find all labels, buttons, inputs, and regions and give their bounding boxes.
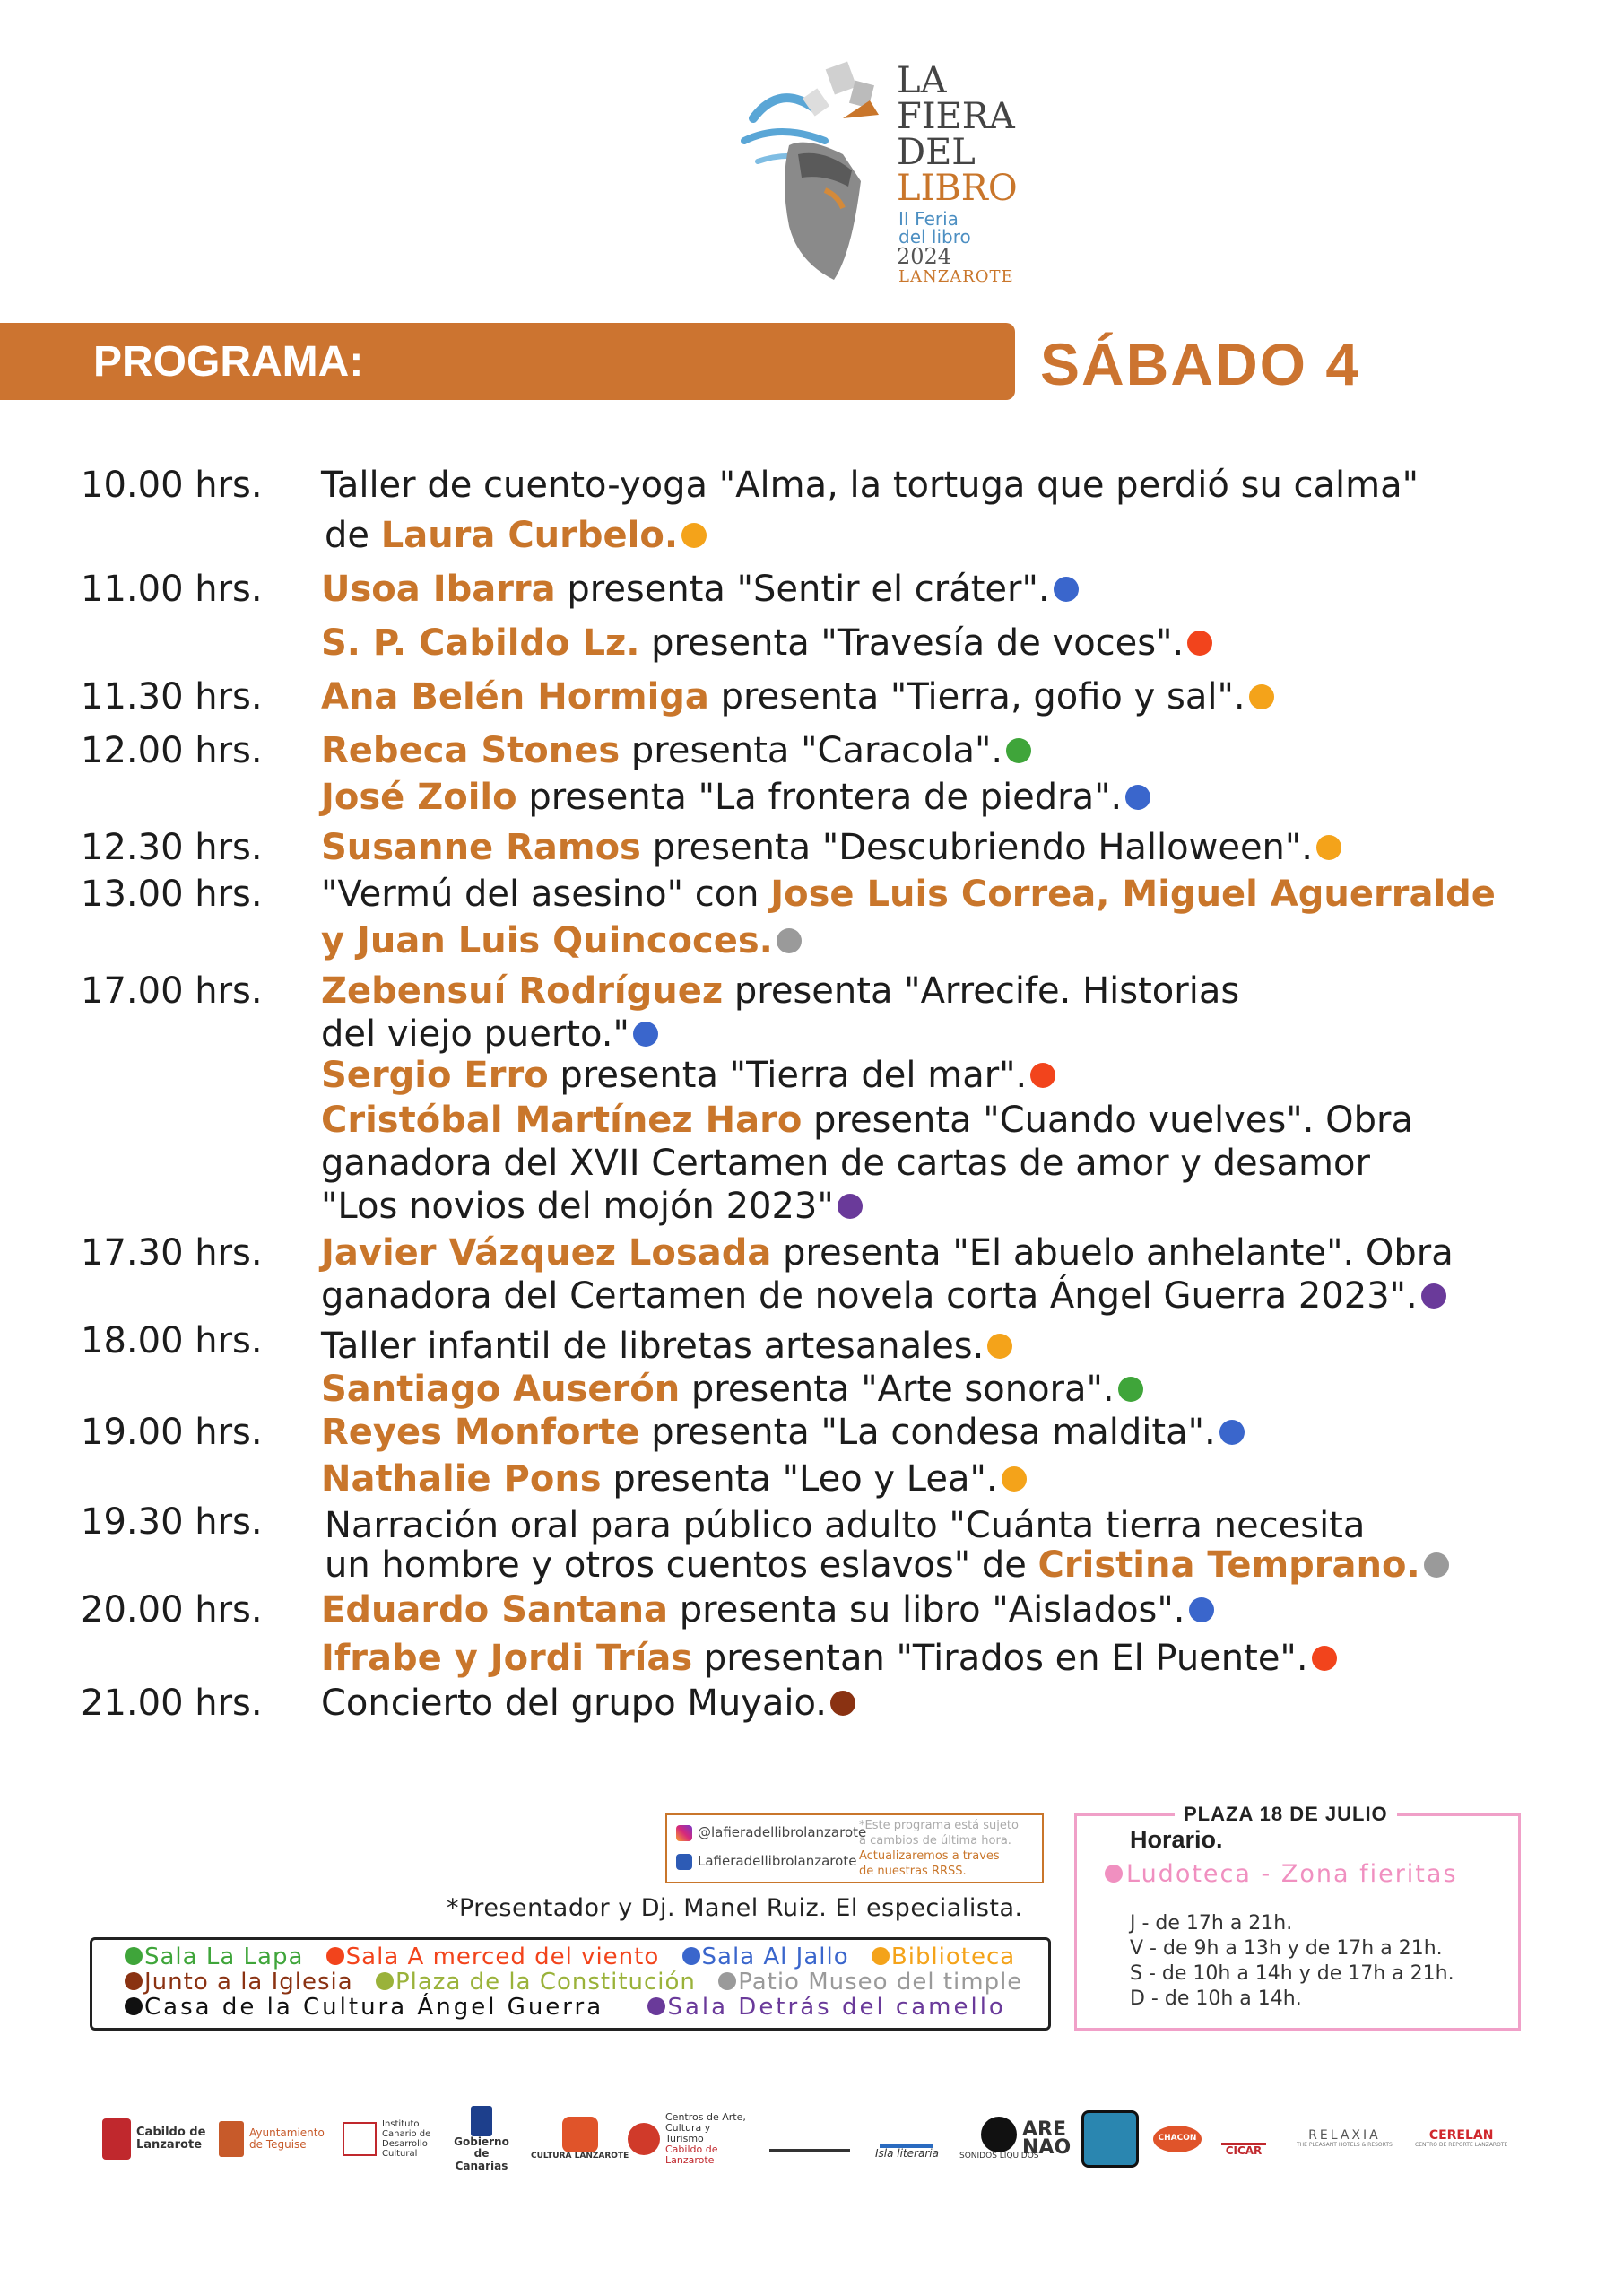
sponsor-label: RELAXIA xyxy=(1308,2128,1381,2143)
author-name: Zebensuí Rodríguez xyxy=(321,970,724,1012)
venue-dot-jallo xyxy=(1219,1420,1245,1445)
facebook-icon xyxy=(676,1854,692,1870)
time-1200: 12.00 hrs. xyxy=(81,730,263,771)
author-name: Rebeca Stones xyxy=(321,730,621,771)
event-text: Narración oral para público adulto "Cuánta tierra necesita xyxy=(325,1505,1366,1546)
author-name: Susanne Ramos xyxy=(321,827,641,868)
event-line xyxy=(321,1638,1337,1679)
isla-logo-icon xyxy=(880,2118,933,2148)
author-name: Usoa Ibarra xyxy=(321,569,556,610)
venue-dot-lapa xyxy=(1006,738,1031,763)
venue-dot-camello xyxy=(838,1194,863,1219)
event-text: presenta "El abuelo anhelante". Obra xyxy=(771,1232,1454,1274)
venue-dot-patio xyxy=(777,928,802,953)
author-name: Ifrabe y Jordi Trías xyxy=(321,1638,693,1679)
time-1130: 11.30 hrs. xyxy=(81,676,263,718)
legend-item: Sala Detrás del camello xyxy=(667,1994,1006,2021)
event-text: presentan "Tirados en El Puente". xyxy=(692,1638,1308,1679)
event-text: ganadora del XVII Certamen de cartas de amor y desamor xyxy=(321,1143,1370,1184)
event-line xyxy=(321,1055,1055,1096)
notice-line: *Este programa está sujeto xyxy=(859,1819,1019,1832)
venue-dot-jallo xyxy=(1189,1597,1214,1622)
venue-dot-biblioteca xyxy=(681,523,707,548)
event-text: de xyxy=(325,515,381,556)
sonidos-logo-icon xyxy=(981,2117,1017,2152)
time-1800: 18.00 hrs. xyxy=(81,1320,263,1361)
legend-dot xyxy=(125,1972,143,1990)
event-line xyxy=(321,1683,855,1724)
sponsor-museo xyxy=(1081,2099,1139,2179)
author-name: Laura Curbelo. xyxy=(380,515,679,556)
time-1230: 12.30 hrs. xyxy=(81,827,263,868)
sponsor-arenao xyxy=(1022,2099,1076,2179)
day-title: SÁBADO 4 xyxy=(1040,331,1361,397)
sponsor-cicar xyxy=(1221,2099,1266,2179)
sponsor-label: CICAR xyxy=(1225,2144,1263,2157)
notice-line: de nuestras RRSS. xyxy=(859,1865,967,1878)
notice-line: Actualizaremos a traves xyxy=(859,1849,1000,1863)
event-line xyxy=(325,515,707,556)
venue-dot-biblioteca xyxy=(1316,835,1341,860)
centros-name: Centros de Arte, Cultura y Turismo xyxy=(665,2110,746,2144)
sponsor-isla xyxy=(875,2099,939,2179)
venue-dot-camello xyxy=(1421,1283,1446,1309)
event-text: presenta "Travesía de voces". xyxy=(639,622,1185,664)
time-1730: 17.30 hrs. xyxy=(81,1232,263,1274)
legend-dot xyxy=(125,1947,143,1965)
sponsor-strip xyxy=(90,2099,1533,2179)
venue-dot-merced xyxy=(1312,1646,1337,1671)
author-name: Cristóbal Martínez Haro xyxy=(321,1100,803,1141)
sponsor-gobierno xyxy=(450,2099,513,2179)
teguise-shield-icon xyxy=(219,2121,244,2157)
venue-dot-jallo xyxy=(633,1022,658,1047)
legend-dot xyxy=(682,1947,700,1965)
sponsor-cerelan xyxy=(1415,2099,1507,2179)
event-line xyxy=(321,1275,1446,1317)
social-box xyxy=(665,1813,1044,1883)
event-text: presenta "Cuando vuelves". Obra xyxy=(802,1100,1413,1141)
event-line xyxy=(321,1589,1214,1631)
time-2000: 20.00 hrs. xyxy=(81,1589,263,1631)
sponsor-chacon xyxy=(1153,2099,1202,2179)
venue-dot-iglesia xyxy=(830,1691,855,1716)
event-line xyxy=(321,1458,1027,1500)
legend-row xyxy=(125,1944,1015,1970)
event-text: presenta "Tierra, gofio y sal". xyxy=(708,676,1245,718)
event-text: presenta su libro "Aislados". xyxy=(668,1589,1185,1631)
event-line xyxy=(321,920,802,961)
instagram-line[interactable] xyxy=(676,1824,866,1841)
horario-zone xyxy=(1105,1860,1458,1888)
event-text: ganadora del Certamen de novela corta Ángel Guerra 2023". xyxy=(321,1275,1418,1317)
event-text: Concierto del grupo Muyaio. xyxy=(321,1683,828,1724)
zone-dot xyxy=(1105,1865,1123,1883)
venue-dot-biblioteca xyxy=(1002,1466,1027,1492)
venue-dot-jallo xyxy=(1054,577,1079,602)
sponsor-icdc xyxy=(343,2099,436,2179)
event-text: Taller de cuento-yoga "Alma, la tortuga que perdió su calma" xyxy=(321,465,1419,506)
event-line xyxy=(321,465,1419,506)
time-1100: 11.00 hrs. xyxy=(81,569,263,610)
author-name: Reyes Monforte xyxy=(321,1412,640,1453)
event-text: presenta "La condesa maldita". xyxy=(639,1412,1216,1453)
horario-v: V - de 9h a 13h y de 17h a 21h. xyxy=(1130,1937,1443,1960)
cabildo-shield-icon xyxy=(102,2118,131,2160)
horario-j: J - de 17h a 21h. xyxy=(1130,1912,1293,1935)
venue-dot-jallo xyxy=(1125,785,1150,810)
event-text: presenta "Leo y Lea". xyxy=(601,1458,998,1500)
author-name: y Juan Luis Quincoces. xyxy=(321,920,773,961)
logo-word-fiera: FIERA xyxy=(897,96,1015,137)
sponsor-teguise xyxy=(219,2099,330,2179)
sponsor-label: SONIDOS LÍQUIDOS xyxy=(959,2152,1039,2161)
sponsor-editorial xyxy=(769,2099,850,2179)
sponsor-label: Instituto Canario de Desarrollo Cultural xyxy=(382,2119,431,2159)
museo-logo-icon xyxy=(1081,2110,1139,2168)
logo-word-la: LA xyxy=(897,60,947,101)
logo-del-libro: del libro xyxy=(898,226,971,248)
time-1000: 10.00 hrs. xyxy=(81,465,263,506)
time-1900: 19.00 hrs. xyxy=(81,1412,263,1453)
logo-place: LANZAROTE xyxy=(898,267,1014,286)
sponsor-sub: CENTRO DE REPORTE LANZAROTE xyxy=(1415,2142,1508,2149)
centros-sub: Cabildo de Lanzarote xyxy=(665,2144,718,2167)
legend-item: Biblioteca xyxy=(890,1944,1016,1970)
event-text: presenta "Arte sonora". xyxy=(680,1369,1115,1410)
legend-dot xyxy=(647,1997,665,2015)
event-line xyxy=(321,730,1031,771)
horario-heading: Horario. xyxy=(1130,1826,1223,1853)
author-name: Jose Luis Correa, Miguel Aguerralde xyxy=(770,874,1496,915)
venue-dot-biblioteca xyxy=(1249,684,1274,709)
legend-dot xyxy=(718,1972,736,1990)
author-name: S. P. Cabildo Lz. xyxy=(321,622,640,664)
event-text: presenta "Sentir el cráter". xyxy=(555,569,1050,610)
sponsor-label: Ayuntamiento de Teguise xyxy=(249,2126,325,2151)
sponsor-sub: THE PLEASANT HOTELS & RESORTS xyxy=(1297,2142,1393,2149)
logo-year: 2024 xyxy=(897,244,952,269)
logo-feria: II Feria xyxy=(898,208,959,230)
horario-location: PLAZA 18 DE JULIO xyxy=(1175,1803,1397,1826)
event-line xyxy=(321,622,1212,664)
sponsor-label: CHACON xyxy=(1153,2126,1202,2152)
venue-dot-patio xyxy=(1424,1552,1449,1578)
author-name: Santiago Auserón xyxy=(321,1369,681,1410)
author-name: José Zoilo xyxy=(321,777,517,818)
author-name: Nathalie Pons xyxy=(321,1458,602,1500)
mask-book-logo-icon xyxy=(735,56,897,280)
legend-item: Sala Al Jallo xyxy=(701,1944,849,1970)
horario-s: S - de 10h a 14h y de 17h a 21h. xyxy=(1130,1962,1454,1985)
sponsor-label: CULTURA LANZAROTE xyxy=(531,2152,629,2161)
legend-dot xyxy=(376,1972,394,1990)
event-line xyxy=(321,1326,1012,1367)
time-1930: 19.30 hrs. xyxy=(81,1501,263,1543)
legend-item: Patio Museo del timple xyxy=(738,1969,1023,1996)
sponsor-label: Cabildo de Lanzarote xyxy=(136,2125,206,2152)
legend-row xyxy=(125,1969,1022,1996)
notice-line: a cambios de última hora. xyxy=(859,1834,1011,1848)
time-1700: 17.00 hrs. xyxy=(81,970,263,1012)
event-line xyxy=(321,1232,1454,1274)
event-line xyxy=(321,777,1150,818)
event-line xyxy=(321,1100,1413,1141)
sponsor-label xyxy=(665,2112,751,2166)
venue-legend xyxy=(90,1937,1051,2031)
event-text: "Los novios del mojón 2023" xyxy=(321,1186,834,1227)
gobierno-shield-icon xyxy=(471,2106,492,2136)
event-line xyxy=(321,1369,1143,1410)
sponsor-relaxia xyxy=(1297,2099,1393,2179)
author-name: Javier Vázquez Losada xyxy=(321,1232,772,1274)
event-line xyxy=(321,1143,1370,1184)
programa-label: PROGRAMA: xyxy=(93,338,364,386)
sponsor-label: ARE NAO xyxy=(1022,2118,1072,2159)
event-line xyxy=(321,1186,863,1227)
venue-dot-merced xyxy=(1030,1063,1055,1088)
event-line xyxy=(325,1544,1449,1586)
event-text: presenta "Descubriendo Halloween". xyxy=(640,827,1314,868)
sponsor-cabildo xyxy=(102,2099,217,2179)
horario-d: D - de 10h a 14h. xyxy=(1130,1987,1302,2010)
legend-dot xyxy=(125,1997,143,2015)
event-text: presenta "La frontera de piedra". xyxy=(516,777,1123,818)
venue-dot-biblioteca xyxy=(987,1334,1012,1359)
logo-word-del: DEL xyxy=(897,132,976,173)
instagram-icon xyxy=(676,1825,692,1841)
sponsor-label: Isla literaria xyxy=(875,2147,939,2161)
instagram-handle: @lafieradellibrolanzarote xyxy=(698,1824,867,1840)
centros-logo-icon xyxy=(628,2123,660,2155)
event-text: un hombre y otros cuentos eslavos" de xyxy=(325,1544,1038,1586)
logo-word-libro: LIBRO xyxy=(897,168,1018,209)
icdc-logo-icon xyxy=(343,2122,377,2156)
legend-item: Junto a la Iglesia xyxy=(144,1969,353,1996)
time-1300: 13.00 hrs. xyxy=(81,874,263,915)
author-name: Eduardo Santana xyxy=(321,1589,669,1631)
sponsor-centros xyxy=(628,2099,751,2179)
event-line xyxy=(321,874,1496,915)
author-name: Ana Belén Hormiga xyxy=(321,676,709,718)
venue-dot-merced xyxy=(1187,631,1212,656)
sponsor-label: Gobierno de Canarias xyxy=(454,2135,509,2172)
event-line xyxy=(321,1013,658,1055)
sponsor-label: CERELAN xyxy=(1428,2128,1494,2143)
legend-item: Sala A merced del viento xyxy=(345,1944,660,1970)
legend-dot xyxy=(872,1947,890,1965)
event-line xyxy=(321,970,1239,1012)
event-line xyxy=(321,569,1079,610)
legend-item: Plaza de la Constitución xyxy=(395,1969,696,1996)
fiera-del-libro-logo xyxy=(735,56,1022,286)
editorial-logo-icon xyxy=(769,2127,850,2152)
event-text: presenta "Caracola". xyxy=(620,730,1003,771)
sponsor-cultura xyxy=(531,2099,629,2179)
presenter-note: *Presentador y Dj. Manel Ruiz. El especialista. xyxy=(447,1894,1023,1922)
event-text: "Vermú del asesino" con xyxy=(321,874,771,915)
legend-dot xyxy=(326,1947,344,1965)
legend-item: Casa de la Cultura Ángel Guerra xyxy=(144,1994,604,2021)
legend-row xyxy=(125,1994,1006,2021)
event-text: presenta "Arrecife. Historias xyxy=(723,970,1240,1012)
facebook-line[interactable] xyxy=(676,1853,856,1870)
venue-dot-lapa xyxy=(1118,1377,1143,1402)
event-text: del viejo puerto." xyxy=(321,1013,629,1055)
event-line xyxy=(321,676,1274,718)
cicar-logo-icon xyxy=(1221,2121,1266,2145)
cultura-logo-icon xyxy=(562,2117,598,2152)
event-line xyxy=(321,827,1341,868)
event-text: Taller infantil de libretas artesanales. xyxy=(321,1326,985,1367)
event-text: presenta "Tierra del mar". xyxy=(548,1055,1028,1096)
facebook-handle: Lafieradellibrolanzarote xyxy=(698,1853,857,1869)
zone-label: Ludoteca - Zona fieritas xyxy=(1126,1860,1458,1888)
time-2100: 21.00 hrs. xyxy=(81,1683,263,1724)
event-line xyxy=(321,1412,1245,1453)
author-name: Sergio Erro xyxy=(321,1055,549,1096)
author-name: Cristina Temprano. xyxy=(1037,1544,1420,1586)
event-line xyxy=(325,1505,1365,1546)
legend-item: Sala La Lapa xyxy=(144,1944,304,1970)
